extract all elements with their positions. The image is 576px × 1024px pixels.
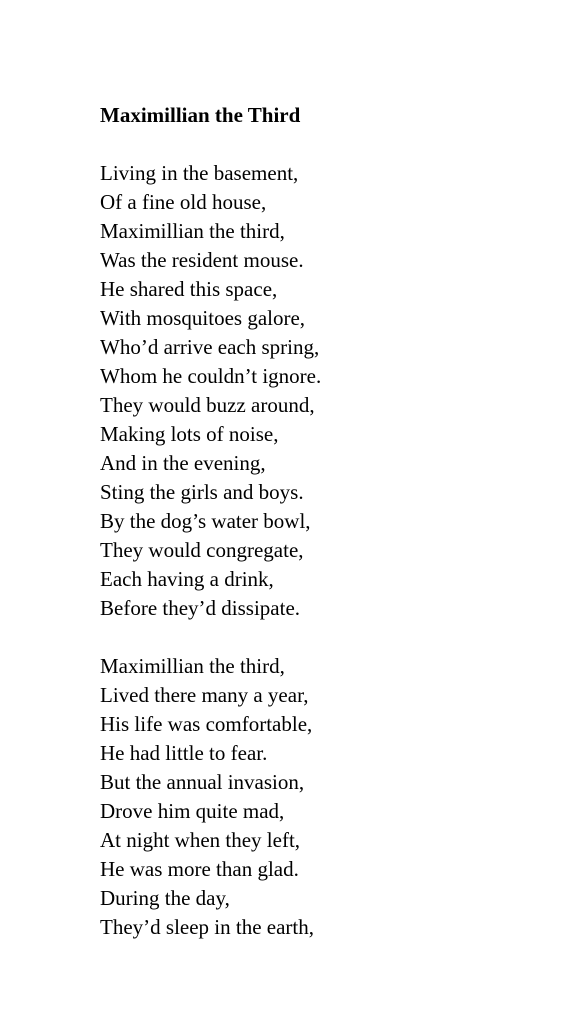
poem-line: With mosquitoes galore, — [100, 306, 306, 330]
stanza-2 — [100, 652, 540, 942]
poem — [100, 101, 540, 942]
poem-line: He shared this space, — [100, 277, 278, 301]
poem-line: Maximillian the third, — [100, 219, 285, 243]
poem-body — [100, 159, 540, 942]
poem-line: His life was comfortable, — [100, 712, 313, 736]
poem-line: Of a fine old house, — [100, 190, 267, 214]
poem-line: He was more than glad. — [100, 857, 299, 881]
poem-line: Lived there many a year, — [100, 683, 309, 707]
poem-line: They would congregate, — [100, 538, 304, 562]
poem-line: Before they’d dissipate. — [100, 596, 301, 620]
poem-line: Whom he couldn’t ignore. — [100, 364, 322, 388]
poem-line: And in the evening, — [100, 451, 266, 475]
poem-line: They’d sleep in the earth, — [100, 915, 314, 939]
poem-line: They would buzz around, — [100, 393, 315, 417]
poem-line: During the day, — [100, 886, 230, 910]
poem-line: Who’d arrive each spring, — [100, 335, 320, 359]
poem-line: Drove him quite mad, — [100, 799, 285, 823]
poem-line: Sting the girls and boys. — [100, 480, 304, 504]
poem-line: He had little to fear. — [100, 741, 268, 765]
poem-line: Each having a drink, — [100, 567, 274, 591]
poem-line: Living in the basement, — [100, 161, 299, 185]
poem-line: Maximillian the third, — [100, 654, 285, 678]
poem-line: Was the resident mouse. — [100, 248, 304, 272]
poem-line: But the annual invasion, — [100, 770, 305, 794]
poem-line: By the dog’s water bowl, — [100, 509, 311, 533]
poem-title: Maximillian the Third — [100, 103, 301, 127]
poem-line: At night when they left, — [100, 828, 301, 852]
poem-line: Making lots of noise, — [100, 422, 279, 446]
stanza-1 — [100, 159, 540, 623]
